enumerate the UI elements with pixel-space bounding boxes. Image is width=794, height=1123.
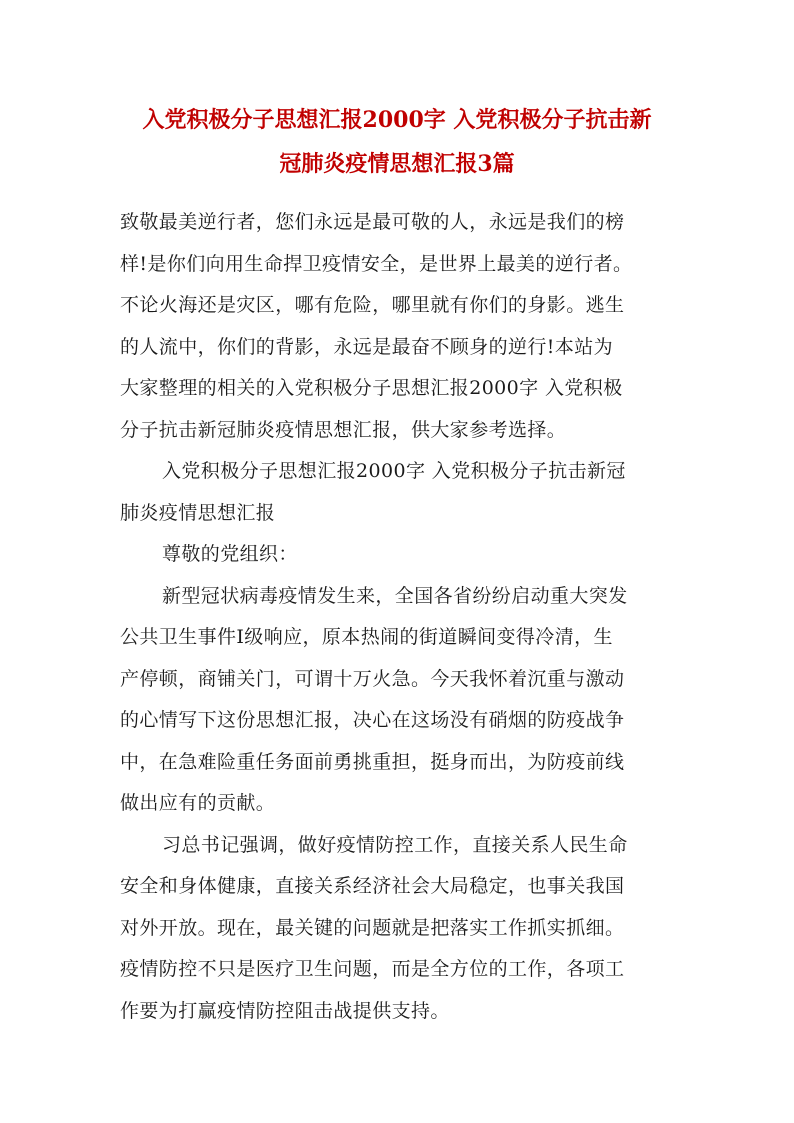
section-heading-line: 肺炎疫情思想汇报 <box>120 501 276 524</box>
body-line: 疫情防控不只是医疗卫生问题，而是全方位的工作，各项工 <box>120 958 625 980</box>
document-title <box>100 98 694 186</box>
body-line: 致敬最美逆行者，您们永远是最可敬的人，永远是我们的榜 <box>120 211 625 233</box>
body-line: 习总书记强调，做好疫情防控工作，直接关系人民生命 <box>162 833 628 856</box>
body-line: 不论火海还是灾区，哪有危险，哪里就有你们的身影。逃生 <box>120 294 625 316</box>
body-line: 中，在急难险重任务面前勇挑重担，挺身而出，为防疫前线 <box>120 750 625 773</box>
body-line: 安全和身体健康，直接关系经济社会大局稳定，也事关我国 <box>120 875 625 897</box>
section-heading-line: 入党积极分子思想汇报2000字 入党积极分子抗击新冠 <box>162 460 626 482</box>
document-body <box>120 202 680 1032</box>
body-line: 大家整理的相关的入党积极分子思想汇报2000字 入党积极 <box>120 377 623 399</box>
body-line: 对外开放。现在，最关键的问题就是把落实工作抓实抓细。 <box>120 916 625 939</box>
body-line: 样!是你们向用生命捍卫疫情安全，是世界上最美的逆行者。 <box>120 252 633 275</box>
body-line: 的人流中，你们的背影，永远是最奋不顾身的逆行!本站为 <box>120 335 614 358</box>
body-line: 的心情写下这份思想汇报，决心在这场没有硝烟的防疫战争 <box>120 709 625 731</box>
body-line: 分子抗击新冠肺炎疫情思想汇报，供大家参考选择。 <box>120 418 567 441</box>
body-line: 新型冠状病毒疫情发生来，全国各省纷纷启动重大突发 <box>162 584 628 607</box>
title-line-2: 冠肺炎疫情思想汇报3篇 <box>279 151 515 177</box>
body-line: 产停顿，商铺关门，可谓十万火急。今天我怀着沉重与激动 <box>120 667 625 690</box>
body-line: 公共卫生事件Ⅰ级响应，原本热闹的街道瞬间变得冷清，生 <box>120 626 613 648</box>
body-line: 做出应有的贡献。 <box>120 792 276 814</box>
salutation: 尊敬的党组织： <box>162 543 298 565</box>
body-line: 作要为打赢疫情防控阻击战提供支持。 <box>120 999 450 1022</box>
title-line-1: 入党积极分子思想汇报2000字 入党积极分子抗击新 <box>142 107 652 133</box>
